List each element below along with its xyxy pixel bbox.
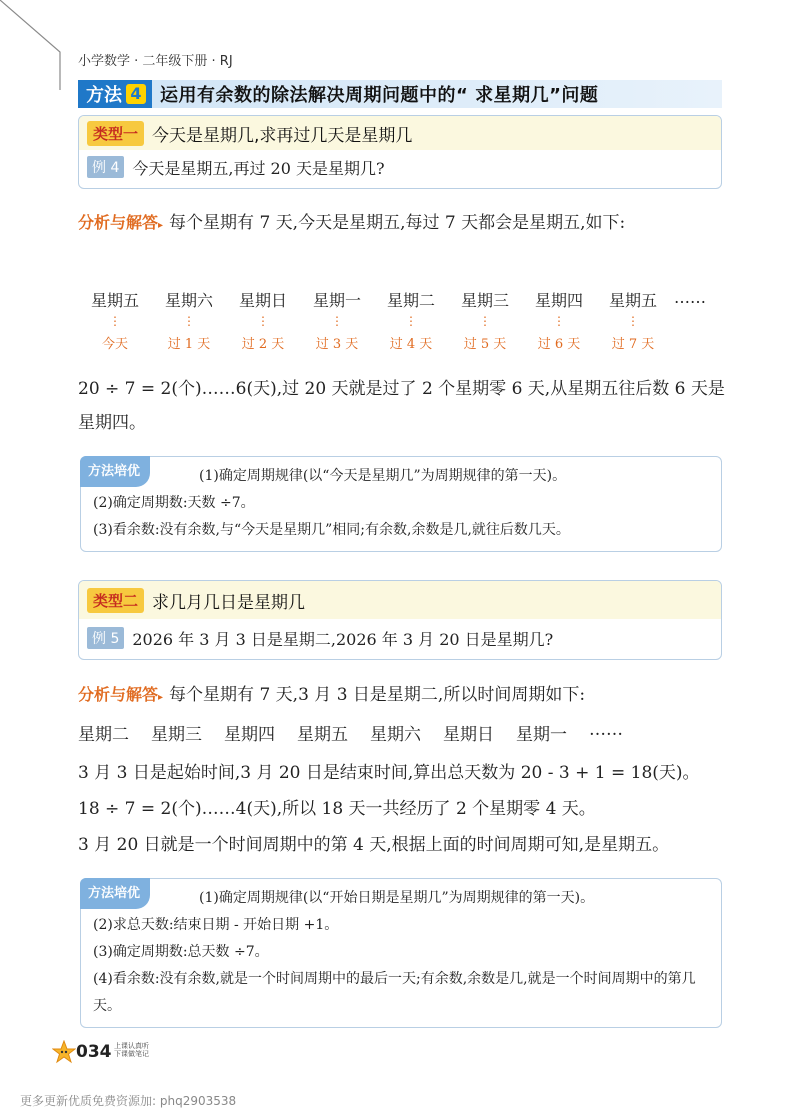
tip-line: (2)求总天数:结束日期 - 开始日期 +1。 [93,917,339,933]
ellipsis: …… [589,720,623,740]
week-day: 星期三 ⋮ 过 5 天 [460,291,509,352]
week-day: 星期六 [370,725,421,745]
type-title: 今天是星期几,求再过几天是星期几 [152,125,413,146]
week-day: 星期三 [151,725,202,745]
analysis-text: 每个星期有 7 天,今天是星期五,每过 7 天都会是星期五,如下: [169,213,626,233]
method-tip-box-1 [80,456,722,552]
analysis-conclusion-1: 20 ÷ 7 = 2(个)……6(天),过 20 天就是过了 2 个星期零 6 天,从星期五往后数 6 天是星期四。 [78,379,725,433]
week-day: 星期一 ⋮ 过 3 天 [312,291,361,352]
week-day: 星期五 ⋮ 今天 [90,291,139,352]
week-day: 星期六 ⋮ 过 1 天 [164,291,213,352]
type-title: 求几月几日是星期几 [152,592,306,613]
tip-line: (3)确定周期数:总天数 ÷7。 [93,944,269,960]
method-label: 方法 [86,85,122,106]
tip-line: (1)确定周期规律(以“开始日期是星期几”为周期规律的第一天)。 [199,890,595,906]
tip-line: (3)看余数:没有余数,与“今天是星期几”相同;有余数,余数是几,就往后数几天。 [93,522,570,538]
tip-line: (1)确定周期规律(以“今天是星期几”为周期规律的第一天)。 [199,468,567,484]
tip-line: (4)看余数:没有余数,就是一个时间周期中的最后一天;有余数,余数是几,就是一个时间周期中的第几天。 [93,971,696,1014]
week-day: 星期四 [224,725,275,745]
analysis-line: 18 ÷ 7 = 2(个)……4(天),所以 18 天一共经历了 2 个星期零 4 天。 [78,799,596,819]
star-mascot-icon [52,1040,76,1064]
type-badge: 类型一 [87,121,144,146]
type-badge: 类型二 [87,588,144,613]
week-day: 星期一 [516,725,567,745]
week-day: 星期日 [443,725,494,745]
tip-tag: 方法培优 [80,878,150,909]
week-day: 星期五 [297,725,348,745]
analysis-label: 分析与解答 [78,685,159,704]
example-line [79,150,721,184]
week-day: 星期五 ⋮ 过 7 天 [608,291,657,352]
method-tip-box-2 [80,878,722,1028]
example-text: 2026 年 3 月 3 日是星期二,2026 年 3 月 20 日是星期几? [132,629,554,649]
arrow-icon: ▸ [158,220,164,231]
analysis-text: 每个星期有 7 天,3 月 3 日是星期二,所以时间周期如下: [169,685,586,705]
analysis-line: 3 月 20 日就是一个时间周期中的第 4 天,根据上面的时间周期可知,是星期五。 [78,835,670,855]
tip-tag: 方法培优 [80,456,150,487]
example-box-type1 [78,115,722,189]
method-banner [78,80,722,108]
type-header [79,581,721,619]
ellipsis: …… [674,288,706,307]
page-corner-decoration [0,0,70,90]
type-header [79,116,721,150]
analysis-line: 3 月 3 日是起始时间,3 月 20 日是结束时间,算出总天数为 20 - 3 + 1 = 18(天)。 [78,763,700,783]
method-badge [78,80,152,108]
arrow-icon: ▸ [158,692,164,703]
page-number: 034 [76,1042,112,1062]
week-day: 星期二 ⋮ 过 4 天 [386,291,435,352]
watermark-text: 更多更新优质免费资源加: phq2903538 [20,1094,237,1108]
week-day: 星期四 ⋮ 过 6 天 [534,291,583,352]
page-slogan: 上课认真听 下课做笔记 [114,1042,149,1058]
method-title: 运用有余数的除法解决周期问题中的“ 求星期几”问题 [160,85,599,106]
example-line [79,619,721,657]
example-box-type2 [78,580,722,660]
method-number: 4 [126,84,146,104]
tip-line: (2)确定周期数:天数 ÷7。 [93,495,255,511]
week-day: 星期日 ⋮ 过 2 天 [238,291,287,352]
example-badge: 例 5 [87,627,124,649]
example-badge: 例 4 [87,156,124,178]
analysis-paragraph-1 [78,206,728,243]
week-cycle-row-2 [78,720,645,745]
week-day: 星期二 [78,725,129,745]
example-text: 今天是星期五,再过 20 天是星期几? [132,158,385,178]
week-cycle-row [78,288,718,352]
analysis-paragraph-2 [78,678,728,715]
book-title: 小学数学 · 二年级下册 · RJ [78,54,233,69]
analysis-label: 分析与解答 [78,213,159,232]
